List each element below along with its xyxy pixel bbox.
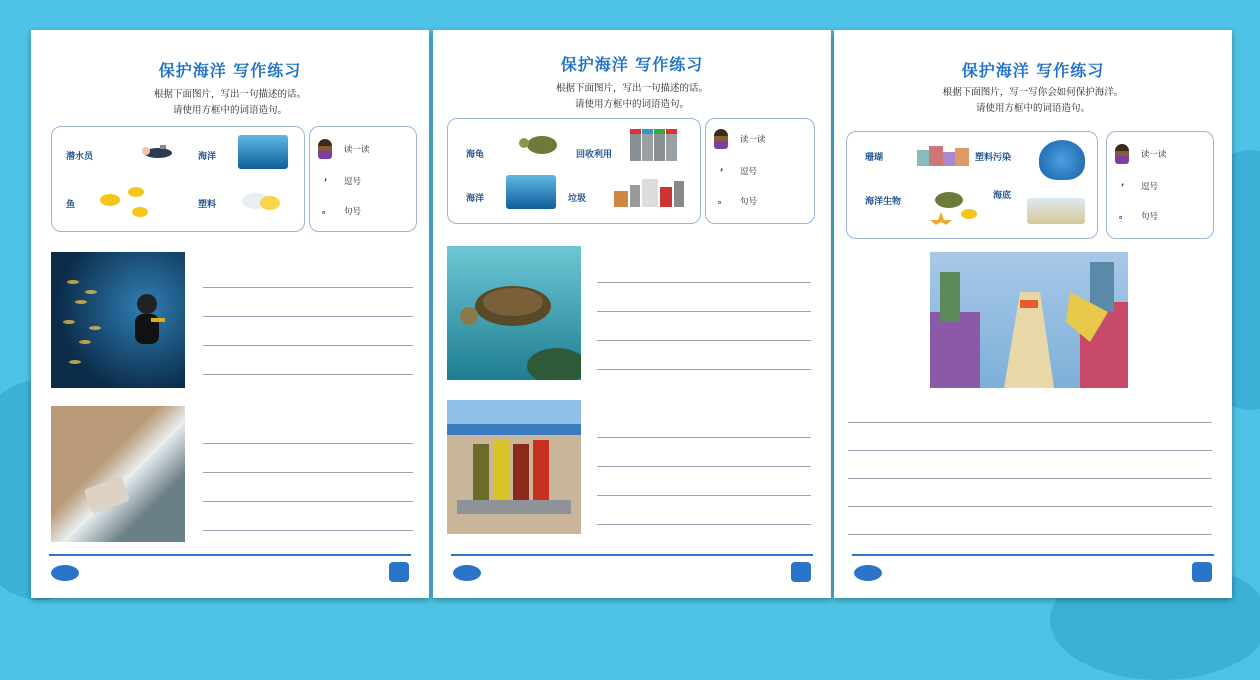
writing-line[interactable] (597, 466, 811, 467)
footer-divider (451, 554, 813, 556)
writing-line[interactable] (848, 422, 1212, 423)
trash-pile-icon (610, 171, 688, 211)
word-bank (846, 131, 1098, 239)
page-title: 保护海洋 写作练习 (560, 55, 704, 74)
footer-divider (852, 554, 1214, 556)
ocean-icon (238, 135, 288, 169)
fish-icon (96, 182, 156, 220)
footer-badge-icon (1192, 562, 1212, 582)
turtle-icon (516, 129, 564, 163)
writing-line[interactable] (203, 287, 413, 288)
seabed-icon (1027, 198, 1085, 224)
comma-mark: , (1121, 178, 1125, 188)
checklist-read: 读一读 (1141, 150, 1167, 160)
ocean-icon (506, 175, 556, 209)
checklist-comma: 逗号 (1141, 182, 1159, 192)
checklist-period: 句号 (344, 207, 362, 217)
writing-line[interactable] (203, 501, 413, 502)
comma-mark: , (324, 173, 328, 183)
word-fish: 鱼 (66, 200, 76, 210)
worksheet-2 (433, 30, 831, 598)
writing-line[interactable] (597, 311, 811, 312)
photo-sea-turtle (447, 246, 581, 380)
checklist-box (1106, 131, 1214, 239)
writing-line[interactable] (203, 345, 413, 346)
avatar-icon (318, 139, 332, 159)
instruction-line-1: 根据下面图片，写出一句描述的话。 (555, 83, 708, 94)
writing-line[interactable] (203, 472, 413, 473)
writing-line[interactable] (203, 443, 413, 444)
photo-beach-bins (447, 400, 581, 534)
period-mark: 。 (322, 206, 332, 216)
writing-line[interactable] (597, 495, 811, 496)
checklist-period: 句号 (1141, 212, 1159, 222)
period-mark: 。 (1119, 211, 1129, 221)
footer-badge-icon (389, 562, 409, 582)
checklist-comma: 逗号 (344, 177, 362, 187)
word-turtle: 海龟 (466, 150, 485, 160)
checklist-comma: 逗号 (740, 167, 758, 177)
writing-line[interactable] (597, 524, 811, 525)
writing-line[interactable] (848, 506, 1212, 507)
word-diver: 潜水员 (66, 152, 94, 162)
photo-beach-plastic (51, 406, 185, 542)
word-ocean: 海洋 (198, 152, 217, 162)
checklist-period: 句号 (740, 197, 758, 207)
logo-icon (51, 565, 79, 581)
word-seabed: 海底 (993, 191, 1012, 201)
writing-line[interactable] (597, 369, 811, 370)
writing-line[interactable] (203, 374, 413, 375)
plastic-ocean-icon (1039, 140, 1085, 180)
checklist-box (309, 126, 417, 232)
avatar-icon (714, 129, 728, 149)
coral-reef-icon (917, 144, 969, 166)
footer-badge-icon (791, 562, 811, 582)
plastic-bag-icon (238, 185, 284, 217)
worksheet-3 (834, 30, 1232, 598)
writing-line[interactable] (848, 534, 1212, 535)
checklist-box (705, 118, 815, 224)
word-coral: 珊瑚 (865, 153, 884, 163)
logo-icon (854, 565, 882, 581)
checklist-read: 读一读 (344, 145, 370, 155)
comma-mark: , (720, 163, 724, 173)
instruction-line-2: 请使用方框中的词语造句。 (975, 103, 1090, 114)
instruction-line-1: 根据下面图片，写出一句描述的话。 (153, 89, 306, 100)
photo-diver-fish (51, 252, 185, 388)
page-title: 保护海洋 写作练习 (961, 61, 1105, 80)
word-ocean: 海洋 (466, 194, 485, 204)
writing-line[interactable] (597, 340, 811, 341)
instruction-line-2: 请使用方框中的词语造句。 (172, 105, 287, 116)
writing-line[interactable] (597, 282, 811, 283)
recycle-bins-icon (628, 127, 680, 163)
turtle-starfish-icon (927, 186, 979, 226)
word-marine-life: 海洋生物 (865, 197, 902, 207)
logo-icon (453, 565, 481, 581)
word-recycle: 回收利用 (576, 150, 613, 160)
avatar-icon (1115, 144, 1129, 164)
writing-line[interactable] (597, 437, 811, 438)
writing-line[interactable] (203, 316, 413, 317)
word-plastic: 塑料 (198, 200, 217, 210)
worksheet-1 (31, 30, 429, 598)
page-title: 保护海洋 写作练习 (158, 61, 302, 80)
writing-line[interactable] (848, 478, 1212, 479)
instruction-line-1: 根据下面图片，写一写你会如何保护海洋。 (942, 87, 1124, 98)
writing-line[interactable] (203, 530, 413, 531)
diver-icon (136, 139, 178, 165)
footer-divider (49, 554, 411, 556)
word-bank (51, 126, 305, 232)
writing-line[interactable] (848, 450, 1212, 451)
illustration-coral-reef (930, 252, 1128, 388)
instruction-line-2: 请使用方框中的词语造句。 (574, 99, 689, 110)
checklist-read: 读一读 (740, 135, 766, 145)
period-mark: 。 (718, 196, 728, 206)
word-bank (447, 118, 701, 224)
word-plastic-pollution: 塑料污染 (975, 153, 1012, 163)
word-trash: 垃圾 (568, 194, 587, 204)
